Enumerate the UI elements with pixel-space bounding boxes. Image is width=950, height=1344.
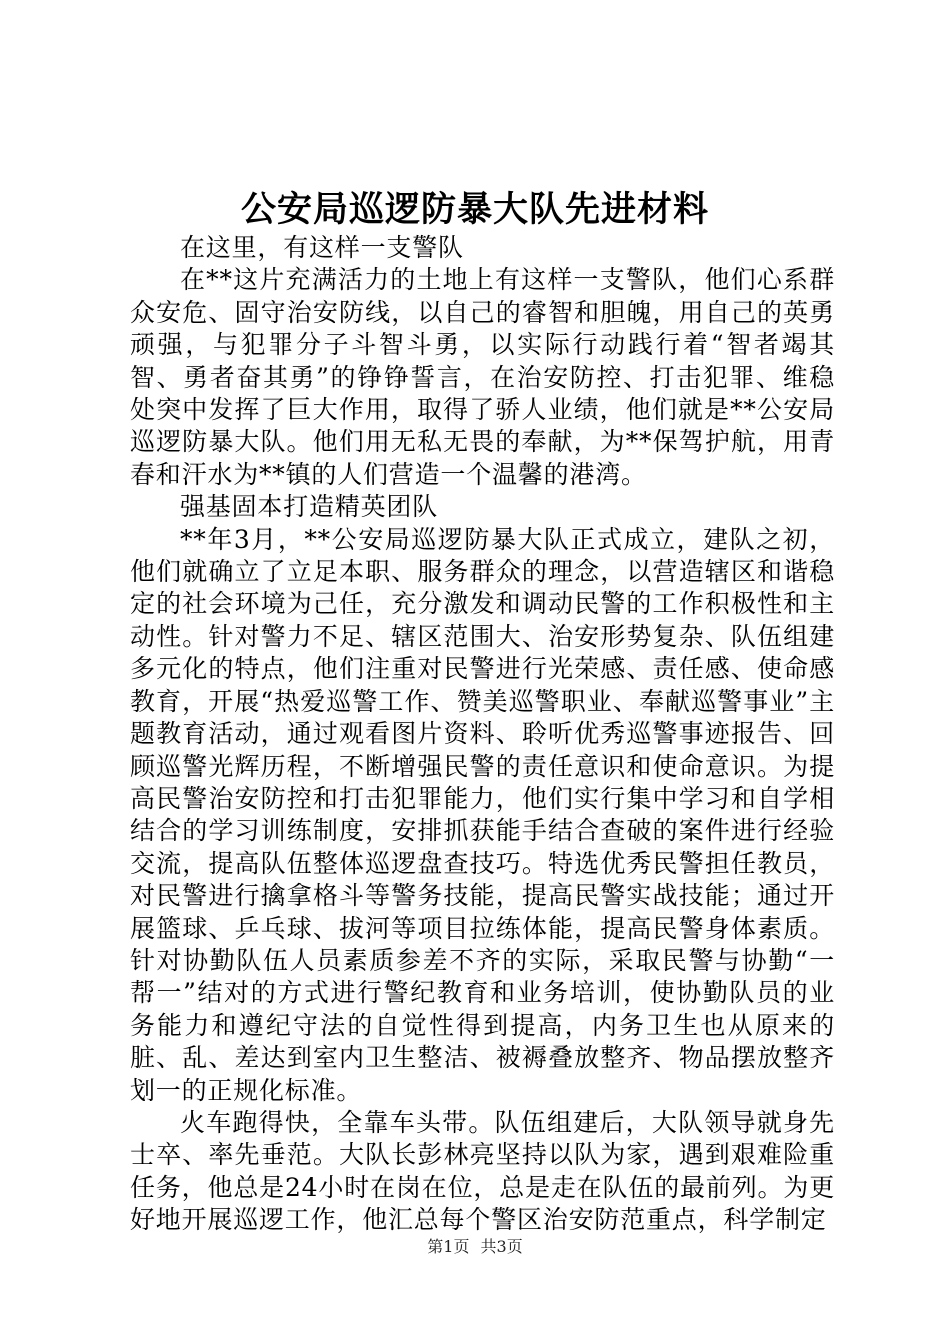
body-paragraph: **年3月，**公安局巡逻防暴大队正式成立，建队之初，他们就确立了立足本职、服务群众的理念，以营造辖区和谐稳定的社会环境为己任，充分激发和调动民警的工作积极性和主动性。针对警力不足、辖区范围大、治安形势复杂、队伍组建多元化的特点，他们注重对民警进行光荣感、责任感、使命感教育，开展“热爱巡警工作、赞美巡警职业、奉献巡警事业”主题教育活动，通过观看图片资料、聆听优秀巡警事迹报告、回顾巡警光辉历程，不断增强民警的责任意识和使命意识。为提高民警治安防控和打击犯罪能力，他们实行集中学习和自学相结合的学习训练制度，安排抓获能手结合查破的案件进行经验交流，提高队伍整体巡逻盘查技巧。特选优秀民警担任教员，对民警进行擒拿格斗等警务技能，提高民警实战技能；通过开展篮球、乒乓球、拔河等项目拉练体能，提高民警身体素质。针对协勤队伍人员素质参差不齐的实际，采取民警与协勤“一帮一”结对的方式进行警纪教育和业务培训，使协勤队员的业务能力和遵纪守法的自觉性得到提高，内务卫生也从原来的脏、乱、差达到室内卫生整洁、被褥叠放整齐、物品摆放整齐划一的正规化标准。 (130, 524, 835, 1105)
document-body (130, 232, 835, 1237)
page-number: 第1页 (427, 1237, 470, 1256)
page-footer (0, 1236, 950, 1258)
body-paragraph: 在**这片充满活力的土地上有这样一支警队，他们心系群众安危、固守治安防线，以自己的睿智和胆魄，用自己的英勇顽强，与犯罪分子斗智斗勇，以实际行动践行着“智者竭其智、勇者奋其勇”的铮铮誓言，在治安防控、打击犯罪、维稳处突中发挥了巨大作用，取得了骄人业绩，他们就是**公安局巡逻防暴大队。他们用无私无畏的奉献，为**保驾护航，用青春和汗水为**镇的人们营造一个温馨的港湾。 (130, 265, 835, 489)
section-heading: 强基固本打造精英团队 (180, 492, 439, 522)
section-heading: 在这里，有这样一支警队 (180, 233, 464, 262)
body-paragraph: 火车跑得快，全靠车头带。队伍组建后，大队领导就身先士卒、率先垂范。大队长彭林亮坚持以队为家，遇到艰难险重任务，他总是24小时在岗在位，总是走在队伍的最前列。为更好地开展巡逻工作，他汇总每个警区治安防范重点，科学制定 (130, 1107, 835, 1235)
page-total: 共3页 (480, 1237, 523, 1256)
document-title: 公安局巡逻防暴大队先进材料 (240, 189, 709, 230)
